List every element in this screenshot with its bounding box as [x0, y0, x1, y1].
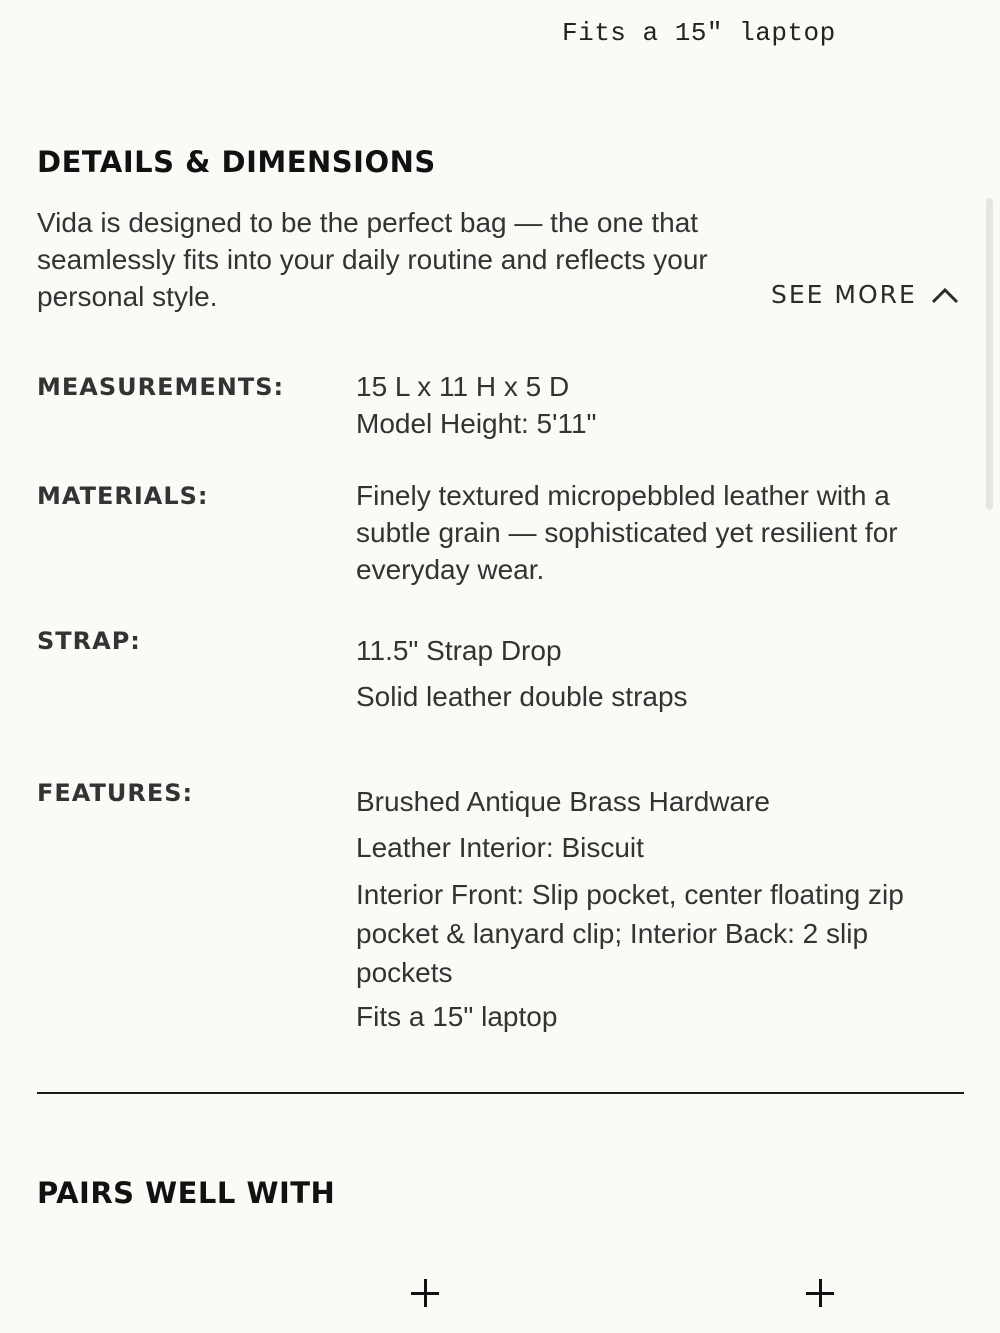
see-more-label: SEE MORE — [771, 280, 917, 309]
strap-item: 11.5" Strap Drop — [356, 635, 562, 666]
strap-label: STRAP: — [37, 627, 141, 655]
feature-item: Fits a 15" laptop — [356, 1001, 558, 1032]
plus-icon[interactable] — [411, 1278, 441, 1308]
see-more-button[interactable] — [771, 280, 959, 309]
measurements-model-height: Model Height: 5'11" — [356, 408, 597, 439]
details-section-title: DETAILS & DIMENSIONS — [37, 145, 436, 179]
plus-icon[interactable] — [806, 1278, 836, 1308]
feature-item: Leather Interior: Biscuit — [356, 832, 644, 863]
chevron-up-icon — [931, 286, 959, 304]
measurements-dimensions: 15 L x 11 H x 5 D — [356, 371, 570, 402]
details-intro-text: Vida is designed to be the perfect bag — the one that seamlessly fits into your daily routine and reflects your personal style. — [37, 207, 708, 312]
features-label: FEATURES: — [37, 779, 194, 807]
pairs-section-title: PAIRS WELL WITH — [37, 1176, 336, 1210]
scrollbar[interactable] — [986, 198, 993, 510]
materials-label: MATERIALS: — [37, 482, 209, 510]
measurements-value — [356, 368, 966, 442]
measurements-label: MEASUREMENTS: — [37, 373, 285, 401]
materials-value: Finely textured micropebbled leather with a subtle grain — sophisticated yet resilient for everyday wear. — [356, 480, 898, 585]
feature-item: Brushed Antique Brass Hardware — [356, 786, 770, 817]
strap-item: Solid leather double straps — [356, 681, 688, 712]
section-divider — [37, 1092, 964, 1094]
top-note: Fits a 15" laptop — [562, 18, 836, 48]
feature-item: Interior Front: Slip pocket, center floating zip pocket & lanyard clip; Interior Back: 2 slip pockets — [356, 879, 904, 988]
